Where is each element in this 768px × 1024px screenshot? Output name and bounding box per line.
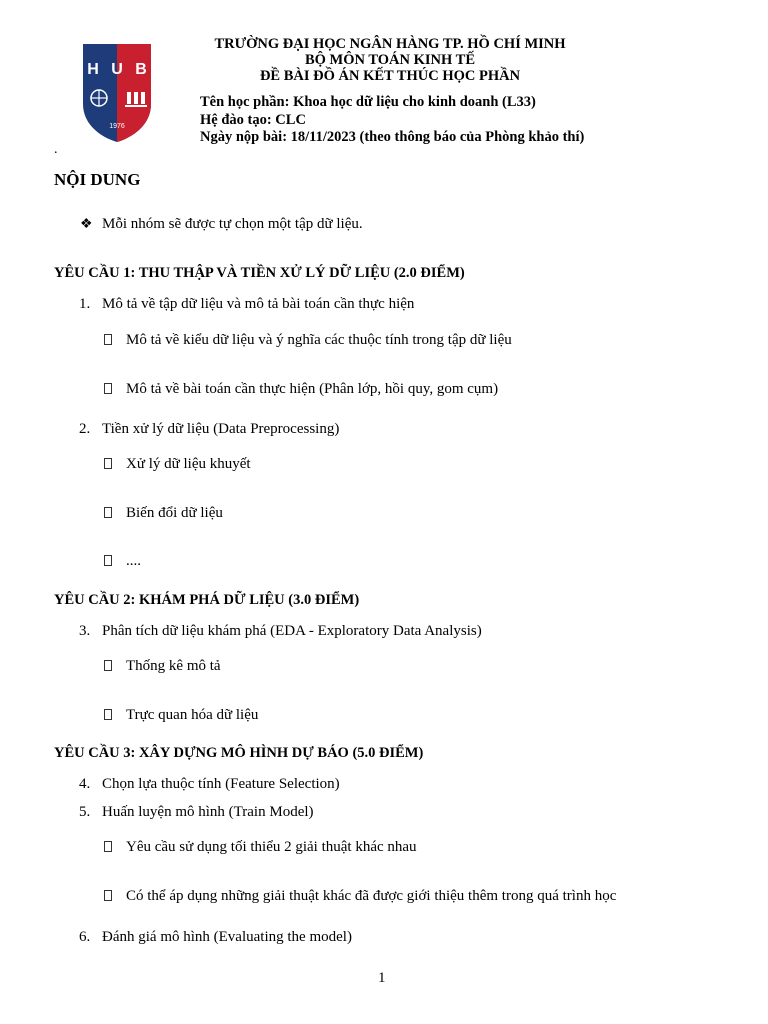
course-name: Tên học phần: Khoa học dữ liệu cho kinh doanh (L33) — [200, 94, 536, 110]
item-text: Chọn lựa thuộc tính (Feature Selection) — [102, 776, 340, 792]
checkbox-bullet-icon — [104, 507, 112, 518]
item-number: 2. — [79, 421, 91, 437]
diamond-bullet-icon: ❖ — [80, 217, 93, 232]
logo-letter-h: H — [87, 61, 99, 78]
department-name: BỘ MÔN TOÁN KINH TẾ — [304, 52, 475, 68]
item-number: 3. — [79, 623, 91, 639]
item-number: 5. — [79, 804, 91, 820]
sub-item-text: Biến đổi dữ liệu — [126, 505, 223, 521]
checkbox-bullet-icon — [104, 383, 112, 394]
sub-item-text: Mô tả về bài toán cần thực hiện (Phân lớp, hồi quy, gom cụm) — [126, 381, 499, 397]
item-number: 6. — [79, 929, 91, 945]
content-heading: NỘI DUNG — [54, 170, 141, 189]
hub-logo — [81, 42, 153, 144]
stray-dot: . — [54, 142, 58, 157]
sub-item-text: Trực quan hóa dữ liệu — [126, 707, 259, 723]
checkbox-bullet-icon — [104, 458, 112, 469]
item-number: 4. — [79, 776, 91, 792]
section-2-title: YÊU CẦU 2: KHÁM PHÁ DỮ LIỆU (3.0 ĐIỂM) — [54, 592, 360, 608]
logo-year: 1976 — [109, 123, 125, 130]
item-text: Mô tả về tập dữ liệu và mô tả bài toán cần thực hiện — [102, 296, 415, 312]
section-1-title: YÊU CẦU 1: THU THẬP VÀ TIỀN XỬ LÝ DỮ LIỆU (2.0 ĐIỂM) — [54, 265, 465, 281]
sub-item-text: Yêu cầu sử dụng tối thiểu 2 giải thuật khác nhau — [126, 839, 417, 855]
checkbox-bullet-icon — [104, 709, 112, 720]
checkbox-bullet-icon — [104, 841, 112, 852]
submission-deadline: Ngày nộp bài: 18/11/2023 (theo thông báo của Phòng khảo thí) — [200, 129, 585, 145]
checkbox-bullet-icon — [104, 890, 112, 901]
checkbox-bullet-icon — [104, 660, 112, 671]
item-text: Đánh giá mô hình (Evaluating the model) — [102, 929, 352, 945]
item-text: Huấn luyện mô hình (Train Model) — [102, 804, 314, 820]
sub-item-text: Xử lý dữ liệu khuyết — [126, 456, 251, 472]
document-title: ĐỀ BÀI ĐỒ ÁN KẾT THÚC HỌC PHẦN — [259, 68, 521, 84]
checkbox-bullet-icon — [104, 334, 112, 345]
page-number: 1 — [378, 970, 386, 986]
sub-item-text: Thống kê mô tả — [126, 658, 221, 674]
logo-letter-b: B — [135, 61, 147, 78]
checkbox-bullet-icon — [104, 555, 112, 566]
intro-text: Mỗi nhóm sẽ được tự chọn một tập dữ liệu. — [102, 216, 363, 232]
item-number: 1. — [79, 296, 91, 312]
logo-letter-u: U — [111, 61, 123, 78]
sub-item-text: Có thể áp dụng những giải thuật khác đã được giới thiệu thêm trong quá trình học — [126, 888, 617, 904]
section-3-title: YÊU CẦU 3: XÂY DỰNG MÔ HÌNH DỰ BÁO (5.0 ĐIỂM) — [54, 745, 424, 761]
program-type: Hệ đào tạo: CLC — [200, 112, 306, 128]
sub-item-text: Mô tả về kiểu dữ liệu và ý nghĩa các thuộc tính trong tập dữ liệu — [126, 332, 512, 348]
school-name: TRƯỜNG ĐẠI HỌC NGÂN HÀNG TP. HỒ CHÍ MINH — [214, 36, 566, 52]
item-text: Phân tích dữ liệu khám phá (EDA - Exploratory Data Analysis) — [102, 623, 482, 639]
item-text: Tiền xử lý dữ liệu (Data Preprocessing) — [102, 421, 340, 437]
sub-item-text: .... — [126, 553, 141, 569]
